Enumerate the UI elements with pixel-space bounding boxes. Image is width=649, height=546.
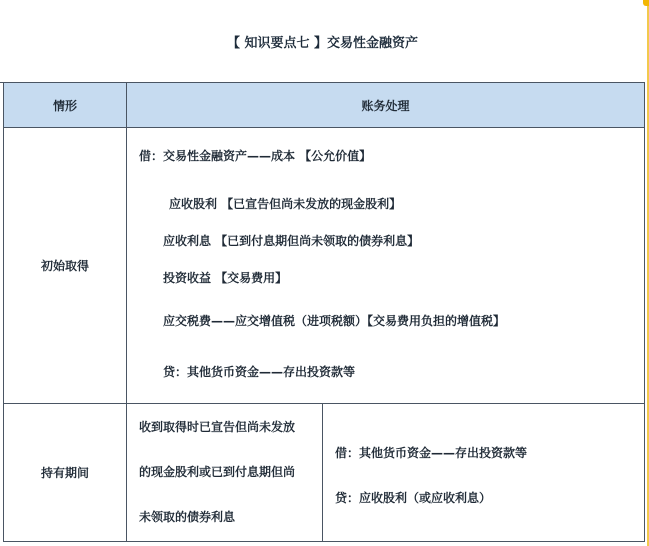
- journal-entry-debit-asset: 借：交易性金融资产——成本 【公允价值】: [139, 149, 372, 163]
- holding-entries: [323, 404, 645, 542]
- table-header-row: [4, 83, 645, 128]
- holding-entry-debit: 借：其他货币资金——存出投资款等: [335, 446, 528, 460]
- journal-entry-interest-receivable: 应收利息 【已到付息期但尚未领取的债券利息】: [163, 234, 420, 248]
- journal-entry-credit-cash: 贷：其他货币资金——存出投资款等: [163, 365, 356, 379]
- header-situation: 情形: [4, 83, 127, 128]
- journal-entry-investment-income: 投资收益 【交易费用】: [163, 271, 288, 285]
- holding-description: [127, 404, 323, 542]
- holding-description-line: 收到取得时已宣告但尚未发放: [139, 420, 296, 434]
- journal-entry-dividend-receivable: 应收股利 【已宣告但尚未发放的现金股利】: [169, 197, 402, 211]
- header-accounting: 账务处理: [127, 83, 645, 128]
- page-title: 【 知识要点七 】交易性金融资产: [0, 0, 645, 83]
- initial-entries: [127, 128, 645, 404]
- table-row-initial: [4, 128, 645, 404]
- holding-label: 持有期间: [4, 404, 127, 542]
- holding-description-line: 的现金股利或已到付息期但尚: [139, 465, 296, 479]
- journal-entry-vat-payable: 应交税费——应交增值税（进项税额）【交易费用负担的增值税】: [163, 314, 506, 328]
- holding-description-line: 未领取的债券利息: [139, 510, 236, 524]
- table-row-holding: [4, 404, 645, 542]
- initial-label: 初始取得: [4, 128, 127, 404]
- holding-entry-credit: 贷：应收股利（或应收利息）: [335, 491, 492, 505]
- accounting-table: [3, 82, 645, 542]
